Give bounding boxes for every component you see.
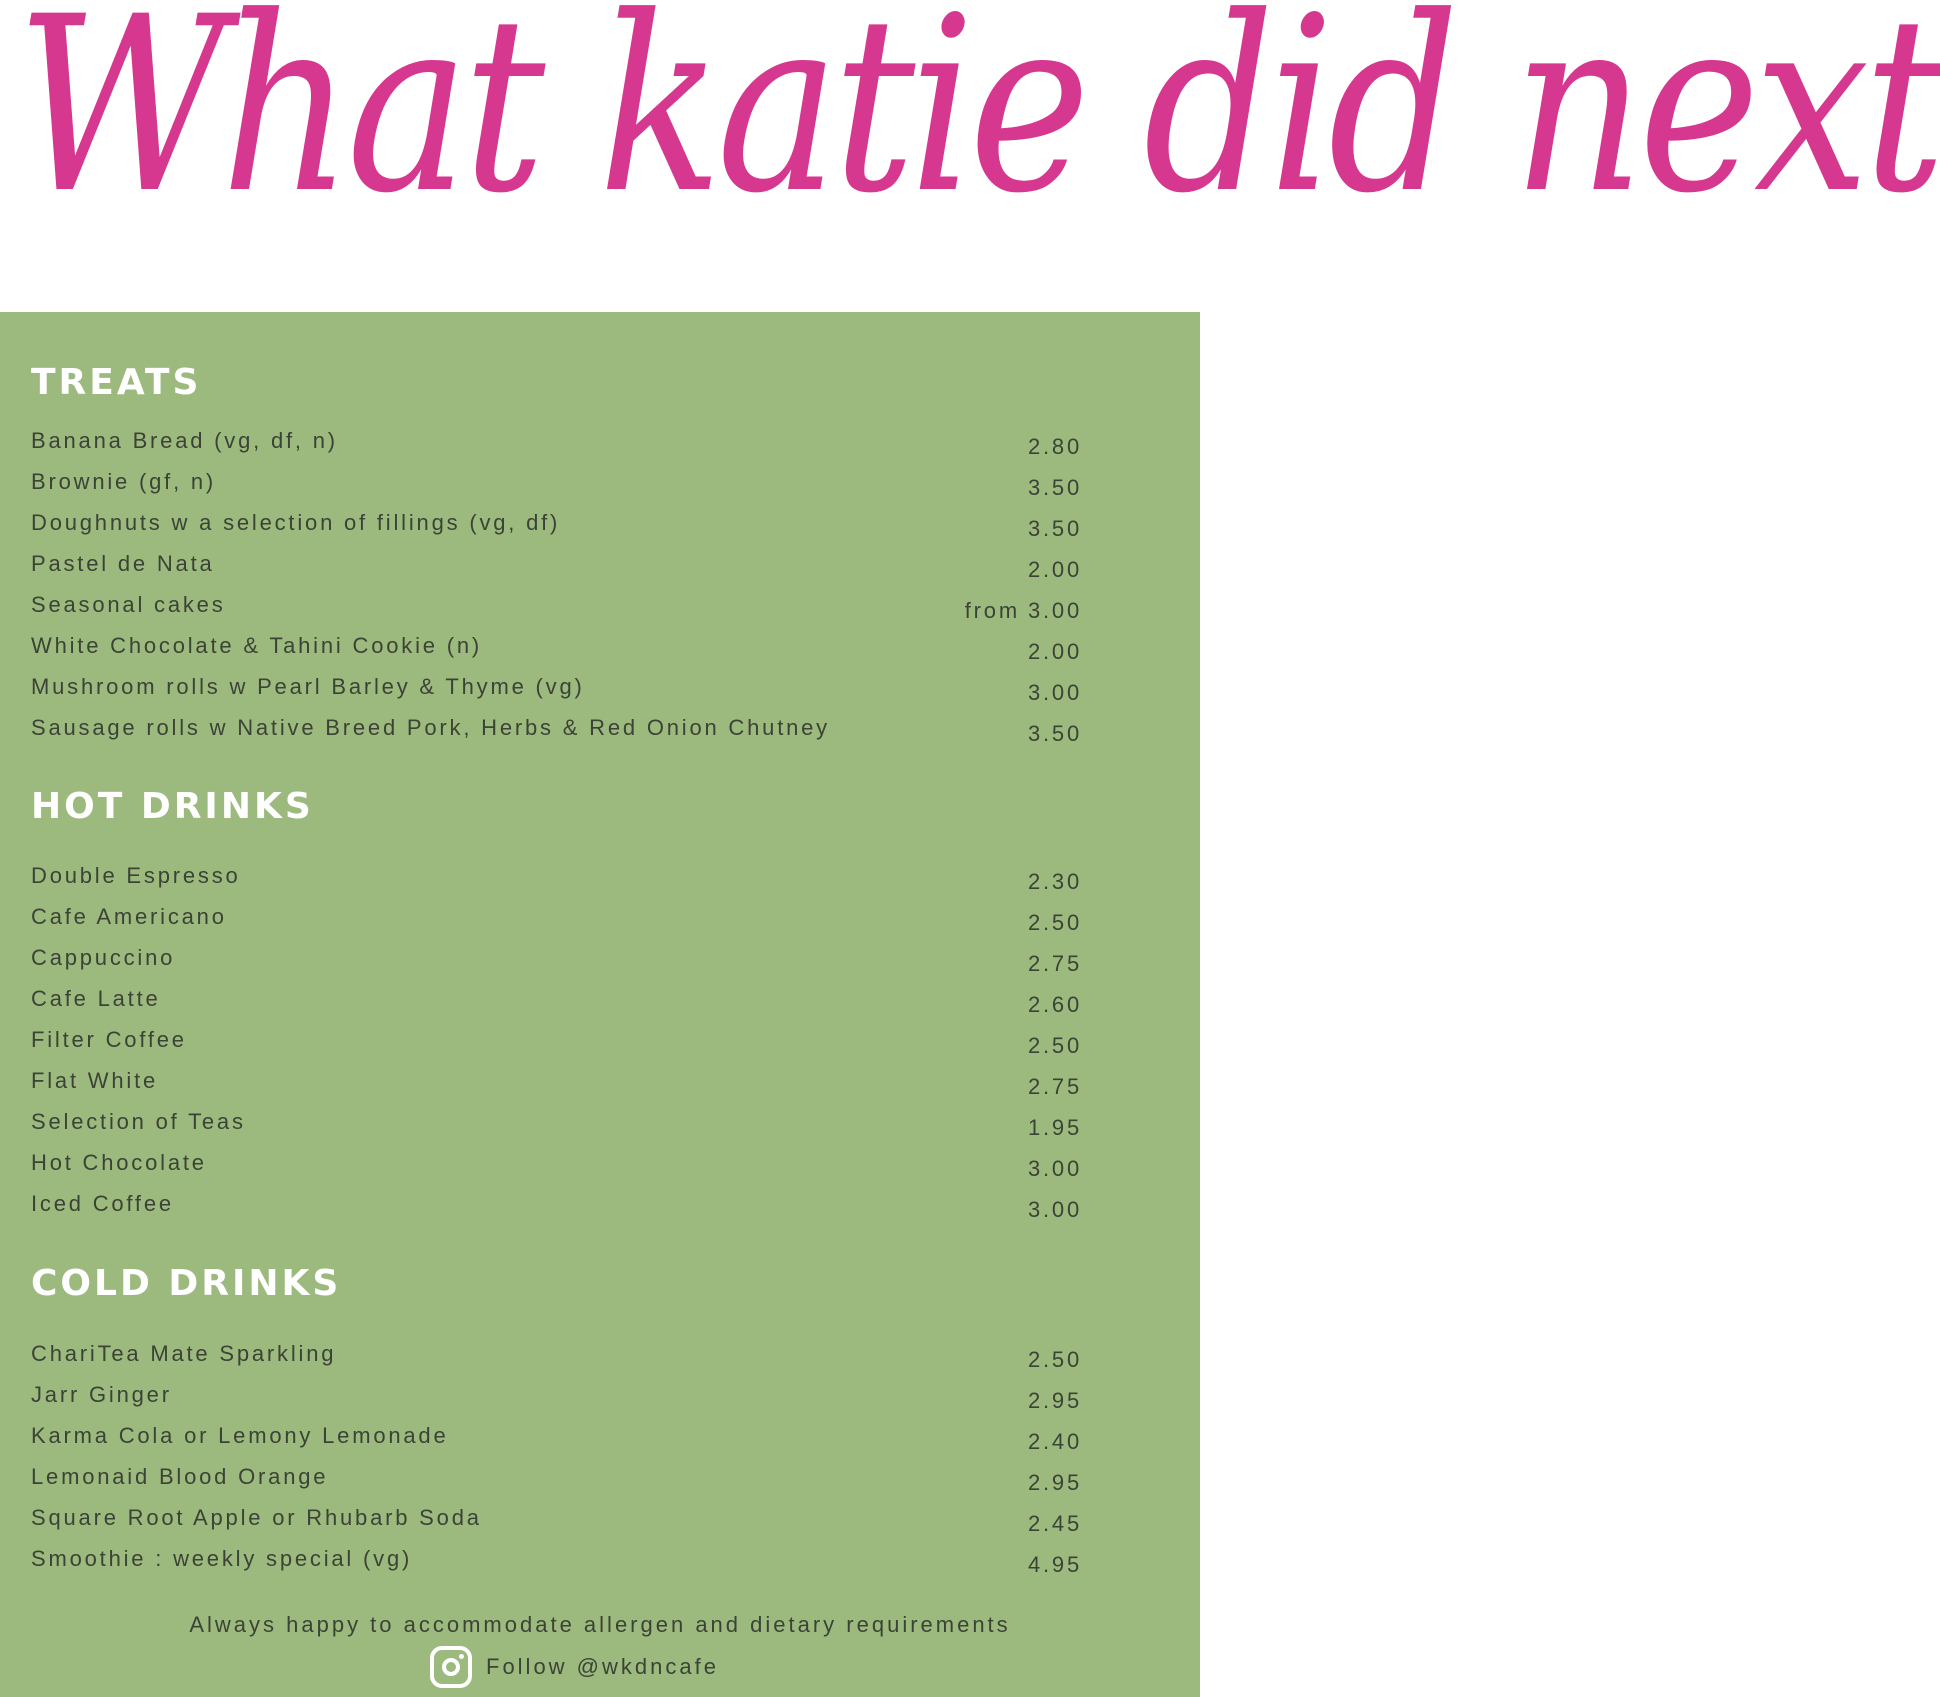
menu-item-price (1028, 477, 1082, 499)
price-value: 3.00 (1027, 1197, 1082, 1222)
menu-item (0, 1507, 1200, 1547)
menu-item-name: Cappuccino (31, 945, 176, 970)
menu-item (0, 1384, 1200, 1424)
allergen-note: Always happy to accommodate allergen and dietary requirements (189, 1612, 1011, 1637)
menu-item-price (1028, 1390, 1082, 1412)
menu-item-price (1028, 1513, 1082, 1535)
menu-item-name: Banana Bread (vg, df, n) (31, 428, 338, 453)
menu-item-name: Flat White (31, 1068, 159, 1093)
follow-handle[interactable]: Follow @wkdncafe (486, 1654, 719, 1679)
menu-item-name: Seasonal cakes (31, 592, 226, 617)
price-value: 3.00 (1027, 1156, 1082, 1181)
menu-item-price (1028, 518, 1082, 540)
menu-item (0, 906, 1200, 946)
menu-item-price (1028, 1431, 1082, 1453)
price-value: 3.00 (1027, 680, 1082, 705)
menu-item-price (1028, 953, 1082, 975)
price-value: 2.80 (1027, 434, 1082, 459)
menu-item-price (1028, 1554, 1082, 1576)
price-value: 2.95 (1027, 1470, 1082, 1495)
menu-item (0, 471, 1200, 511)
logo-wordmark: What katie did next (16, 0, 1940, 247)
menu-item-name: Selection of Teas (31, 1109, 246, 1134)
price-value: 3.50 (1027, 475, 1082, 500)
price-value: 2.75 (1027, 951, 1082, 976)
menu-item (0, 1466, 1200, 1506)
menu-item-name: Lemonaid Blood Orange (31, 1464, 329, 1489)
menu-item-price (1028, 1117, 1082, 1139)
menu-item (0, 1111, 1200, 1151)
price-value: 2.00 (1027, 639, 1082, 664)
price-value: 2.50 (1027, 1347, 1082, 1372)
menu-item-price (1028, 1349, 1082, 1371)
menu-item-price (1028, 1076, 1082, 1098)
menu-item (0, 1070, 1200, 1110)
price-value: 2.45 (1027, 1511, 1082, 1536)
price-value: 4.95 (1027, 1552, 1082, 1577)
menu-item (0, 1029, 1200, 1069)
menu-item-price (1028, 682, 1082, 704)
menu-item-price (1028, 1035, 1082, 1057)
menu-item-price (1028, 559, 1082, 581)
menu-item (0, 1548, 1200, 1588)
menu-item-name: Iced Coffee (31, 1191, 174, 1216)
menu-item-price (1028, 641, 1082, 663)
menu-item-name: Brownie (gf, n) (31, 469, 217, 494)
menu-item (0, 553, 1200, 593)
section-heading-treats: TREATS (31, 362, 202, 403)
menu-item-price (1028, 436, 1082, 458)
menu-item (0, 947, 1200, 987)
price-value: 2.40 (1027, 1429, 1082, 1454)
price-value: 2.50 (1027, 1033, 1082, 1058)
menu-item (0, 1193, 1200, 1233)
section-heading-hot-drinks: HOT DRINKS (31, 786, 314, 827)
price-value: 3.50 (1027, 516, 1082, 541)
menu-item-name: Sausage rolls w Native Breed Pork, Herbs & Red Onion Chutney (31, 715, 830, 740)
menu-item (0, 717, 1200, 757)
price-value: 2.95 (1027, 1388, 1082, 1413)
menu-item-name: Hot Chocolate (31, 1150, 207, 1175)
header (0, 0, 1940, 312)
menu-item (0, 1152, 1200, 1192)
menu-item-name: Smoothie : weekly special (vg) (31, 1546, 413, 1571)
social-follow[interactable] (430, 1638, 719, 1696)
menu-item (0, 865, 1200, 905)
menu-item-name: Karma Cola or Lemony Lemonade (31, 1423, 449, 1448)
menu-item-price (1028, 912, 1082, 934)
menu-item-name: Filter Coffee (31, 1027, 187, 1052)
menu-item-name: Cafe Americano (31, 904, 227, 929)
menu-item-name: White Chocolate & Tahini Cookie (n) (31, 633, 482, 658)
price-value: 3.50 (1027, 721, 1082, 746)
menu-item (0, 988, 1200, 1028)
menu-item (0, 1343, 1200, 1383)
menu-item-name: Double Espresso (31, 863, 241, 888)
menu-item-name: Mushroom rolls w Pearl Barley & Thyme (vg) (31, 674, 585, 699)
menu-item-name: Jarr Ginger (31, 1382, 172, 1407)
menu-item-name: Square Root Apple or Rhubarb Soda (31, 1505, 482, 1530)
menu-item-price (1028, 1199, 1082, 1221)
menu-item-price (1028, 723, 1082, 745)
menu-item-price (965, 600, 1082, 622)
price-value: 2.00 (1027, 557, 1082, 582)
menu-item (0, 1425, 1200, 1465)
price-value: 2.30 (1027, 869, 1082, 894)
menu-item (0, 512, 1200, 552)
price-prefix: from (964, 598, 1020, 623)
menu-item (0, 635, 1200, 675)
menu-item (0, 430, 1200, 470)
price-value: 2.60 (1027, 992, 1082, 1017)
price-value: 2.50 (1027, 910, 1082, 935)
menu-item-name: Pastel de Nata (31, 551, 215, 576)
menu-item-name: Cafe Latte (31, 986, 161, 1011)
menu-item-name: ChariTea Mate Sparkling (31, 1341, 337, 1366)
menu-item-price (1028, 994, 1082, 1016)
price-value: 2.75 (1027, 1074, 1082, 1099)
menu-item-price (1028, 1158, 1082, 1180)
price-value: 1.95 (1027, 1115, 1082, 1140)
menu-item-name: Doughnuts w a selection of fillings (vg, df) (31, 510, 561, 535)
menu-item (0, 594, 1200, 634)
menu-item-price (1028, 1472, 1082, 1494)
menu-item (0, 676, 1200, 716)
menu-item-price (1028, 871, 1082, 893)
price-value: 3.00 (1027, 598, 1082, 623)
section-heading-cold-drinks: COLD DRINKS (31, 1263, 342, 1304)
instagram-icon[interactable] (430, 1646, 472, 1688)
